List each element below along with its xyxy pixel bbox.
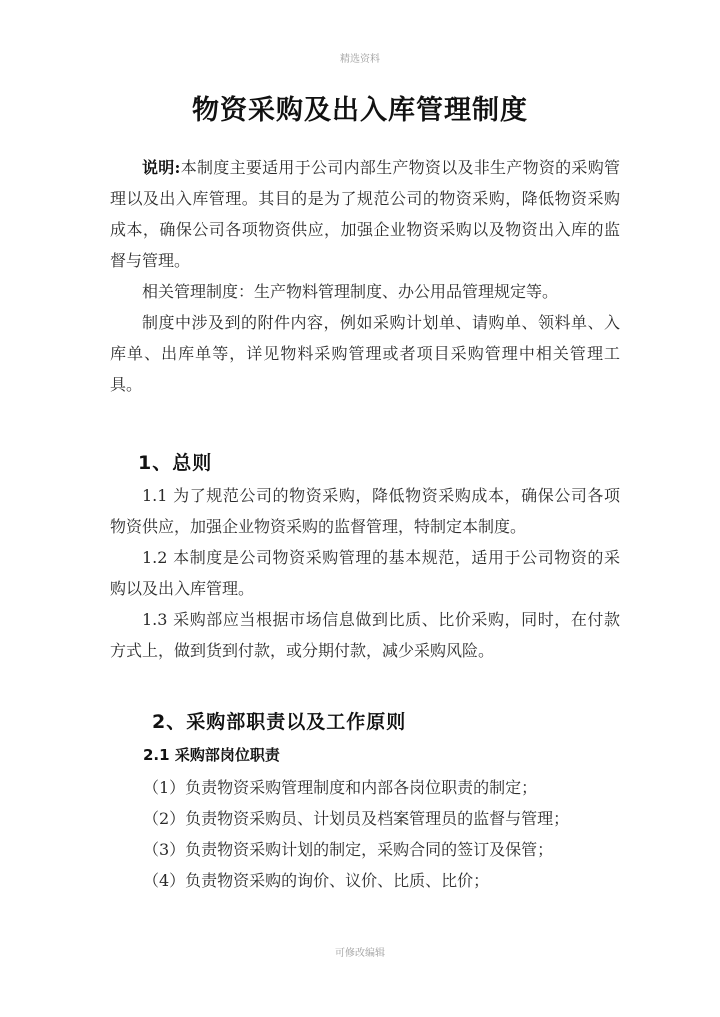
subsection-title: 采购部岗位职责: [174, 746, 280, 764]
duties-list: [143, 772, 623, 896]
clause-1-3: [110, 604, 620, 666]
clause-number: 1.2: [142, 548, 168, 567]
intro-text: 本制度主要适用于公司内部生产物资以及非生产物资的采购管理以及出入库管理。其目的是为了规范公司的物资采购，降低物资采购成本，确保公司各项物资供应，加强企业物资采购以及物资出入库的监督与管理。: [110, 158, 620, 270]
document-title: 物资采购及出入库管理制度: [192, 95, 528, 126]
footer-note: 可修改编辑: [335, 948, 385, 959]
list-item: （2）负责物资采购员、计划员及档案管理员的监督与管理；: [143, 809, 570, 828]
clause-text: 为了规范公司的物资采购，降低物资采购成本，确保公司各项物资供应，加强企业物资采购的监督管理，特制定本制度。: [110, 486, 620, 536]
section2-heading: 2、采购部职责以及工作原则: [152, 711, 407, 733]
attachments-note: 制度中涉及到的附件内容，例如采购计划单、请购单、领料单、入库单、出库单等，详见物料采购管理或者项目采购管理中相关管理工具。: [110, 313, 620, 394]
section1-body: [110, 480, 620, 666]
clause-number: 1.3: [142, 610, 168, 629]
list-item: （4）负责物资采购的询价、议价、比质、比价；: [143, 871, 490, 890]
list-item: （1）负责物资采购管理制度和内部各岗位职责的制定；: [143, 778, 538, 797]
clause-number: 1.1: [142, 486, 168, 505]
related-policies: 相关管理制度：生产物料管理制度、办公用品管理规定等。: [142, 282, 559, 301]
list-item: （3）负责物资采购计划的制定，采购合同的签订及保管；: [143, 840, 554, 859]
clause-text: 本制度是公司物资采购管理的基本规范，适用于公司物资的采购以及出入库管理。: [110, 548, 620, 598]
intro-block: [110, 152, 620, 400]
header-note: 精选资料: [340, 54, 380, 65]
clause-1-2: [110, 542, 620, 604]
clause-text: 采购部应当根据市场信息做到比质、比价采购，同时，在付款方式上，做到货到付款，或分期付款，减少采购风险。: [110, 610, 620, 660]
clause-1-1: [110, 480, 620, 542]
subsection-2-1-heading: [143, 744, 280, 765]
subsection-number: 2.1: [143, 746, 170, 764]
intro-paragraph: [110, 152, 620, 276]
intro-label: 说明:: [142, 158, 181, 177]
section1-heading: 1、总则: [138, 452, 213, 474]
